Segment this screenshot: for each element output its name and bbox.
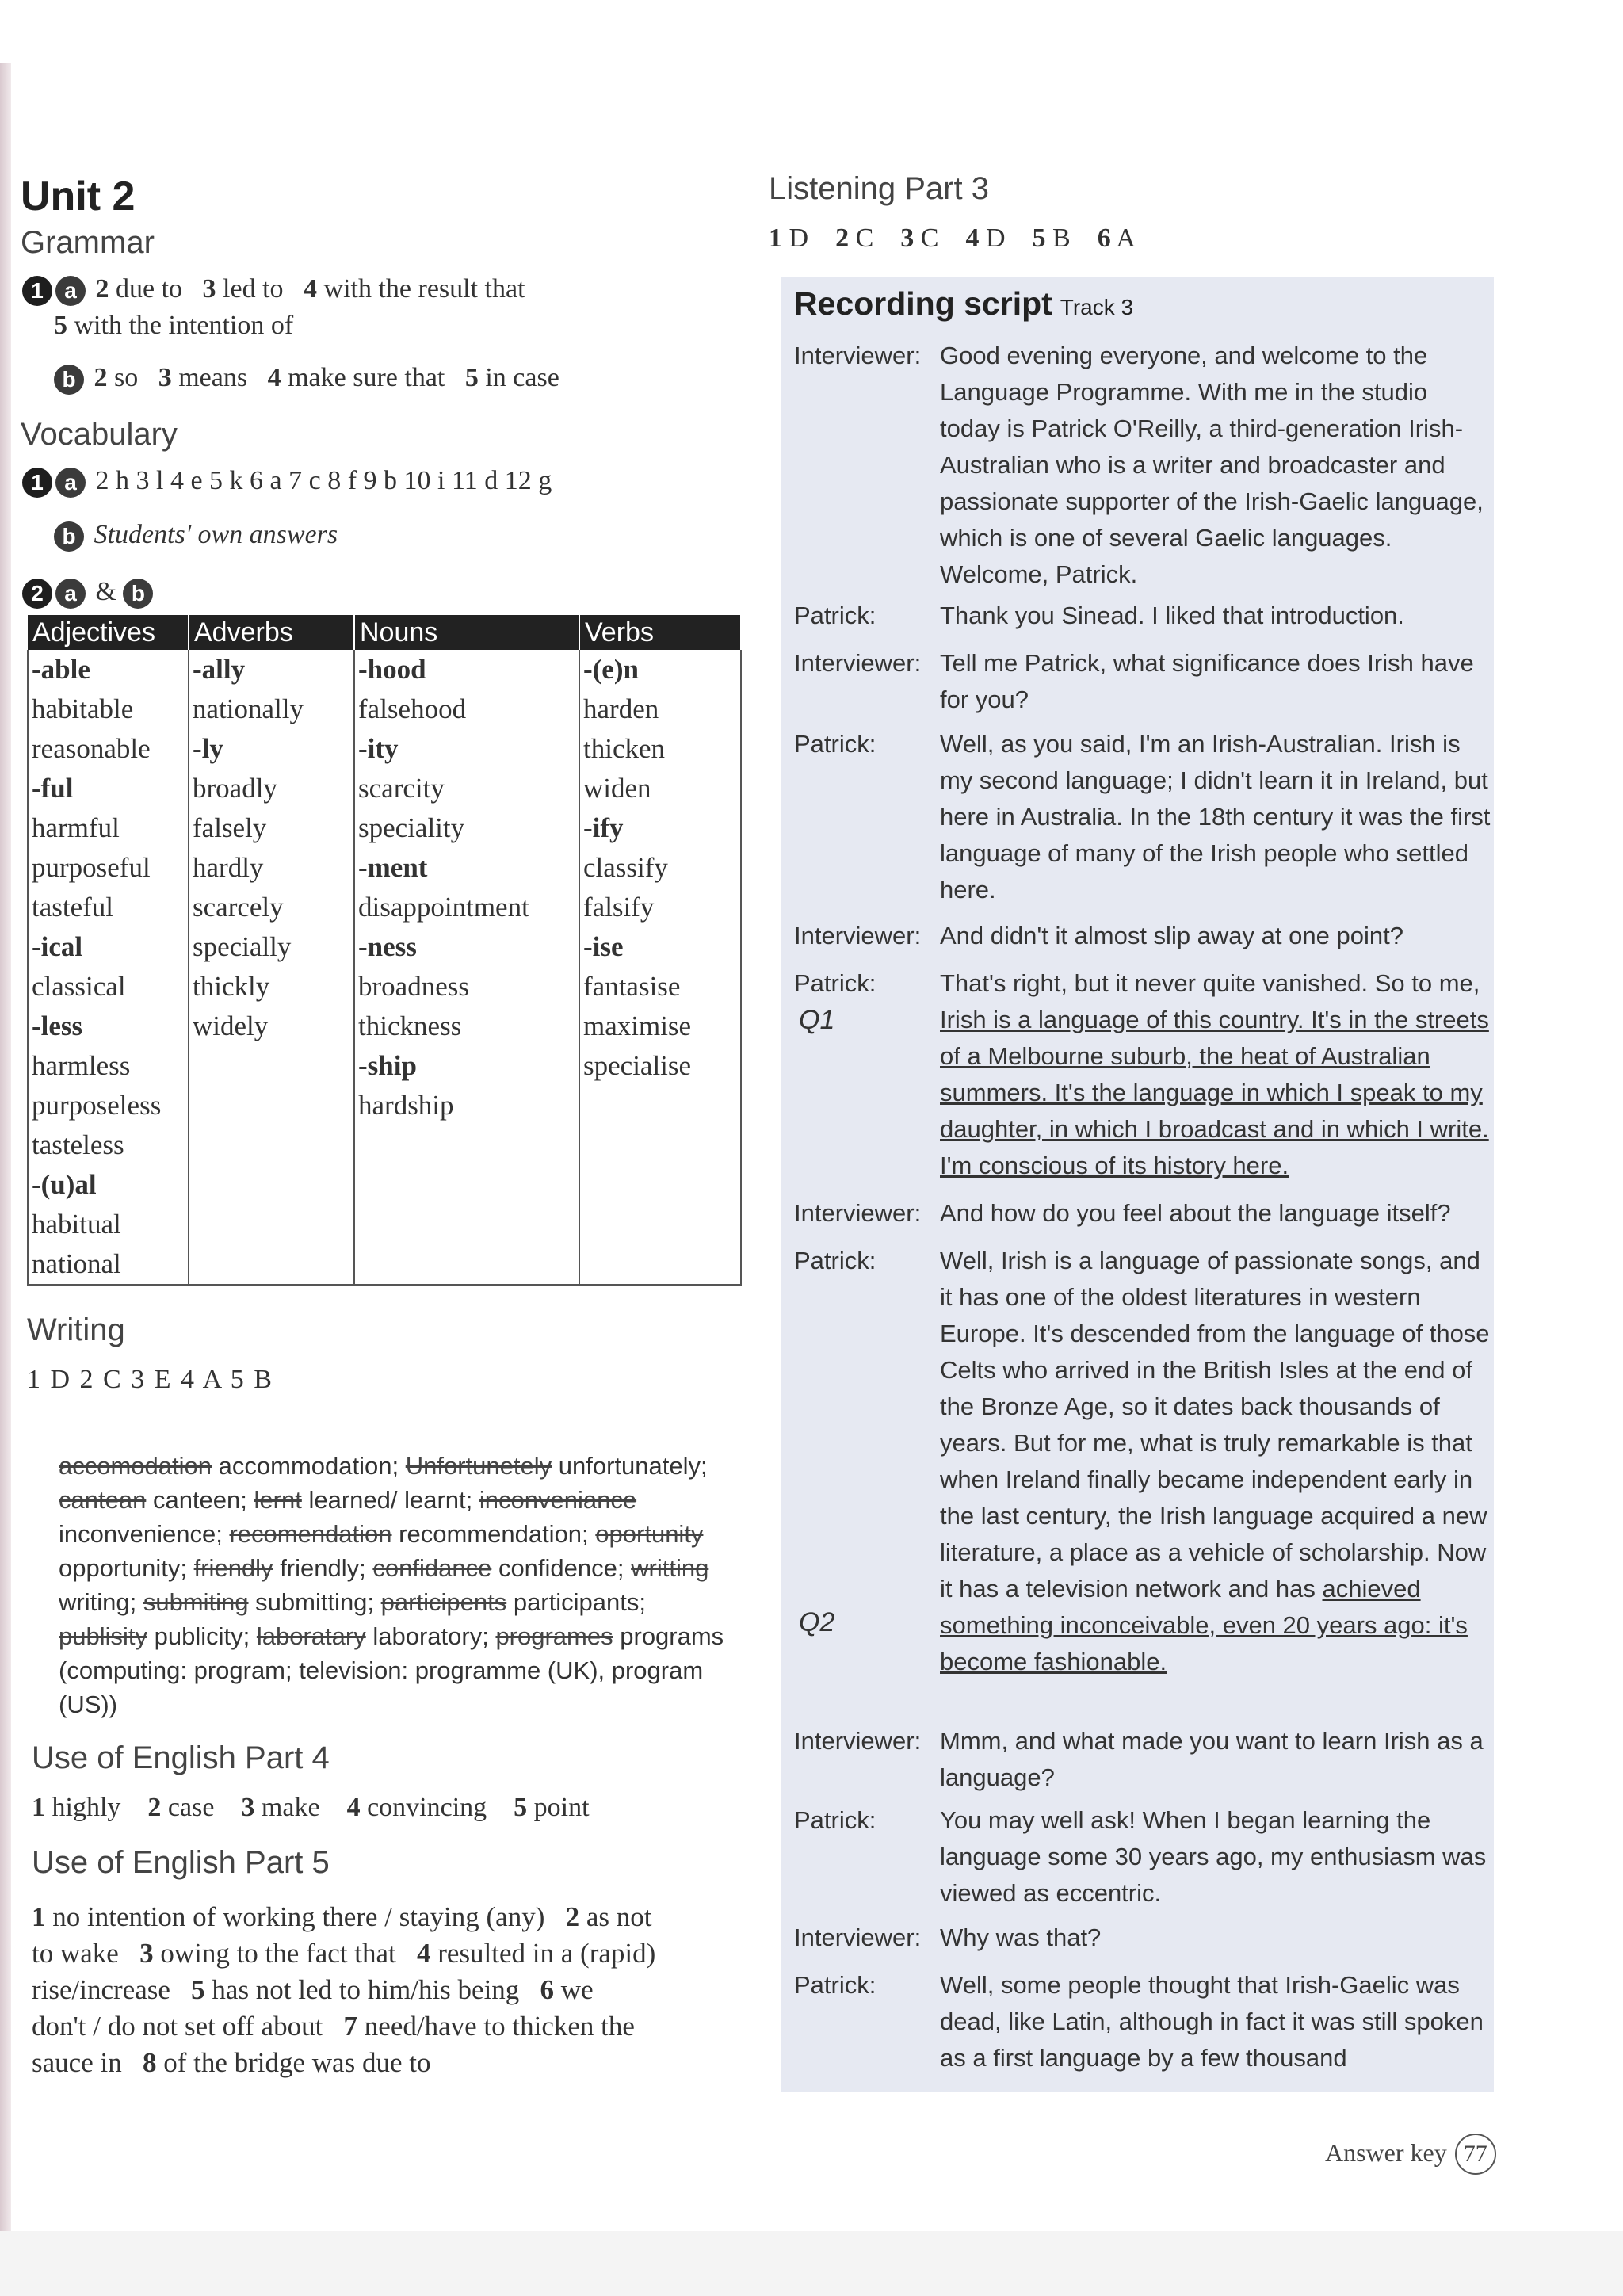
column-header: Adjectives [28,615,189,650]
exercise-number-badge: 2 [22,579,52,609]
table-cell: -ment [354,848,579,888]
script-turn [794,1723,1491,1796]
vocabulary-ex1b: b Students' own answers [54,520,338,552]
corrected-word: friendly; [280,1554,366,1582]
answer-line: don't / do not set off about 7 need/have to thicken the [32,2011,635,2042]
corrected-word: accommodation; [218,1452,399,1480]
corrected-word: participants; [513,1588,646,1616]
speaker-label: Interviewer: [794,1924,922,1951]
table-cell [189,1205,354,1244]
table-cell [579,1165,741,1205]
script-turn [794,338,1491,593]
speech-text: Well, as you said, I'm an Irish-Australian. Irish is my second language; I didn't learn it in Ireland, but here in Australia. In the 18th century it was the first language of many of the Irish people who settled here. [940,730,1491,904]
table-row [28,650,741,690]
table-row [28,1007,741,1046]
exercise-letter-badge: a [55,579,86,609]
speech-text: Why was that? [940,1924,1102,1951]
misspelled-word: Unfortunetely [405,1452,552,1480]
table-row [28,1125,741,1165]
table-cell: purposeless [28,1086,189,1125]
table-cell: -ship [354,1046,579,1086]
table-cell: widely [189,1007,354,1046]
table-cell: habitual [28,1205,189,1244]
vocabulary-heading: Vocabulary [21,417,178,452]
table-cell [579,1086,741,1125]
answer-line: sauce in 8 of the bridge was due to [32,2047,431,2078]
table-row [28,1046,741,1086]
corrected-word: opportunity; [59,1554,187,1582]
script-turn [794,1243,1491,1680]
table-row [28,769,741,808]
recording-script-heading: Recording script [794,285,1052,322]
table-row [28,927,741,967]
misspelled-word: friendly [193,1554,273,1582]
speech-text: Tell me Patrick, what significance does Irish have for you? [940,649,1474,713]
grammar-ex1b: b 2 so 3 means 4 make sure that 5 in case [54,363,559,395]
corrected-word: publicity; [154,1622,250,1650]
grammar-heading: Grammar [21,225,155,260]
script-turn [794,1967,1491,2076]
exercise-letter-badge: a [55,276,86,306]
vocabulary-ex1a: 1 a 2 h 3 l 4 e 5 k 6 a 7 c 8 f 9 b 10 i 11 d 12 g [22,466,552,498]
table-cell: hardly [189,848,354,888]
table-row [28,1205,741,1244]
answer-line: to wake 3 owing to the fact that 4 resulted in a (rapid) [32,1938,656,1969]
unit-title: Unit 2 [21,174,136,220]
writing-heading: Writing [27,1312,125,1347]
table-cell: thicken [579,729,741,769]
page-footer [1325,2134,1496,2175]
table-cell: -ise [579,927,741,967]
corrected-word: unfortunately; [558,1452,708,1480]
table-cell: -ical [28,927,189,967]
table-cell: -ally [189,650,354,690]
corrected-word: laboratory; [372,1622,489,1650]
speech-text: Mmm, and what made you want to learn Irish as a language? [940,1727,1484,1791]
exercise-number-badge: 1 [22,276,52,306]
table-cell: fantasise [579,967,741,1007]
table-row [28,1165,741,1205]
question-marker: Q1 [799,1005,835,1035]
speaker-label: Patrick: [794,1806,876,1834]
spelling-corrections [59,1449,740,1721]
table-cell: falsehood [354,690,579,729]
table-cell [354,1244,579,1285]
table-cell [354,1125,579,1165]
table-cell: falsify [579,888,741,927]
speaker-label: Interviewer: [794,1199,922,1227]
speaker-label: Patrick: [794,1971,876,1999]
recording-script-title [794,285,1133,323]
table-row [28,1086,741,1125]
table-cell: national [28,1244,189,1285]
table-cell: -(e)n [579,650,741,690]
column-header: Verbs [579,615,741,650]
table-row [28,888,741,927]
column-header: Adverbs [189,615,354,650]
speech-text: Thank you Sinead. I liked that introduction. [940,602,1404,629]
table-cell: thickly [189,967,354,1007]
corrected-word: confidence; [498,1554,624,1582]
word-formation-table [27,615,742,1286]
table-cell [354,1205,579,1244]
speech-text: Good evening everyone, and welcome to the Language Programme. With me in the studio today is Patrick O'Reilly, a third-generation Irish-Australian who is a writer and broadcaster and passionate supporter of the Irish-Gaelic language, which is one of several Gaelic languages. Welcome, Patrick. [940,342,1484,588]
table-cell: widen [579,769,741,808]
grammar-ex1a: 1 a 2 due to 3 led to 4 with the result that [22,274,525,306]
speech-text: Well, Irish is a language of passionate songs, and it has one of the oldest literatures in western Europe. It's descended from the language of those Celts who arrived in the British Isles at the end of the Bronze Age, so it dates back thousands of years. But for me, what is truly remarkable is that when Ireland finally became independent early in the last century, the Irish language acquired a new literature, a place as a vehicle of scholarship. Now it has a television network and has achieved something inconceivable, even 20 years ago: it's become fashionable. [940,1247,1490,1675]
table-cell [189,1165,354,1205]
speaker-label: Interviewer: [794,342,922,369]
column-header: Nouns [354,615,579,650]
answer-line: 1 no intention of working there / staying (any) 2 as not [32,1901,652,1932]
speaker-label: Patrick: [794,1247,876,1274]
script-turn [794,1920,1491,1956]
speaker-label: Interviewer: [794,922,922,949]
table-cell: tasteful [28,888,189,927]
table-cell: falsely [189,808,354,848]
footer-label: Answer key [1325,2138,1447,2167]
table-cell: reasonable [28,729,189,769]
underlined-answer-evidence: achieved something inconceivable, even 20 years ago: it's become fashionable. [940,1575,1468,1675]
script-turn [794,918,1491,954]
table-cell [189,1125,354,1165]
table-cell: -ify [579,808,741,848]
script-turn [794,1195,1491,1232]
table-cell: -ity [354,729,579,769]
misspelled-word: inconveniance [479,1486,637,1514]
corrected-word: canteen; [152,1486,247,1514]
page-edge [0,63,11,2235]
table-row [28,729,741,769]
table-cell: scarcely [189,888,354,927]
misspelled-word: cantean [59,1486,147,1514]
speech-text: And didn't it almost slip away at one point? [940,922,1403,949]
use-of-english-5-heading: Use of English Part 5 [32,1845,330,1880]
misspelled-word: lernt [254,1486,302,1514]
vocabulary-ex2: 2 a & b [22,577,156,609]
misspelled-word: writting [631,1554,709,1582]
table-cell: -able [28,650,189,690]
table-row [28,848,741,888]
speaker-label: Interviewer: [794,1727,922,1755]
table-header-row [28,615,741,650]
table-cell [354,1165,579,1205]
table-cell: -ly [189,729,354,769]
misspelled-word: participents [380,1588,507,1616]
script-turn [794,965,1491,1184]
table-cell: broadness [354,967,579,1007]
table-cell: harmful [28,808,189,848]
script-turn [794,1802,1491,1912]
bottom-margin [0,2231,1623,2296]
use-of-english-5-answers [32,1899,745,2081]
script-turn [794,726,1491,908]
speaker-label: Patrick: [794,969,876,997]
table-row [28,808,741,848]
table-cell [579,1125,741,1165]
misspelled-word: laboratary [256,1622,366,1650]
table-cell: classical [28,967,189,1007]
table-cell: classify [579,848,741,888]
table-cell: harden [579,690,741,729]
script-turn [794,645,1491,718]
table-cell: -less [28,1007,189,1046]
table-cell: nationally [189,690,354,729]
table-cell [189,1244,354,1285]
speaker-label: Patrick: [794,602,876,629]
misspelled-word: confidance [372,1554,492,1582]
speaker-label: Patrick: [794,730,876,758]
table-cell: habitable [28,690,189,729]
table-cell: harmless [28,1046,189,1086]
track-label: Track 3 [1060,295,1134,319]
table-row [28,967,741,1007]
table-row [28,690,741,729]
speech-text: That's right, but it never quite vanished. So to me, Irish is a language of this country. It's in the streets of a Melbourne suburb, the heat of Australian summers. It's the language in which I speak to my daughter, in which I broadcast and in which I write. I'm conscious of its history here. [940,969,1489,1179]
script-turn [794,598,1491,634]
table-cell: hardship [354,1086,579,1125]
table-cell: maximise [579,1007,741,1046]
misspelled-word: recomendation [229,1520,392,1548]
table-cell: speciality [354,808,579,848]
misspelled-word: accomodation [59,1452,212,1480]
misspelled-word: publisity [59,1622,147,1650]
table-cell: scarcity [354,769,579,808]
exercise-letter-badge: b [123,579,153,609]
table-cell: -ful [28,769,189,808]
table-cell [189,1086,354,1125]
speech-text: You may well ask! When I began learning the language some 30 years ago, my enthusiasm was viewed as eccentric. [940,1806,1487,1907]
speech-text: Well, some people thought that Irish-Gaelic was dead, like Latin, although in fact it was still spoken as a first language by a few thousand [940,1971,1484,2072]
question-marker: Q2 [799,1607,835,1637]
table-cell [189,1046,354,1086]
speaker-label: Interviewer: [794,649,922,677]
exercise-letter-badge: b [54,521,84,552]
exercise-letter-badge: b [54,365,84,395]
corrected-word: learned/ learnt; [308,1486,473,1514]
misspelled-word: programes [495,1622,613,1650]
grammar-ex1a-cont: 5 with the intention of [54,311,294,340]
table-cell: broadly [189,769,354,808]
table-cell: disappointment [354,888,579,927]
table-cell: specially [189,927,354,967]
exercise-letter-badge: a [55,468,86,498]
corrected-word: submitting; [255,1588,375,1616]
listening-heading: Listening Part 3 [769,171,989,206]
exercise-number-badge: 1 [22,468,52,498]
use-of-english-4-heading: Use of English Part 4 [32,1740,330,1775]
speech-text: And how do you feel about the language itself? [940,1199,1451,1227]
corrected-word: inconvenience; [59,1520,223,1548]
table-cell [579,1205,741,1244]
misspelled-word: submiting [143,1588,249,1616]
writing-answers: 1 D 2 C 3 E 4 A 5 B [27,1365,273,1394]
table-row [28,1244,741,1285]
answer-line: rise/increase 5 has not led to him/his being 6 we [32,1974,594,2005]
table-cell: tasteless [28,1125,189,1165]
page-number: 77 [1455,2134,1496,2175]
table-cell [579,1244,741,1285]
table-cell: purposeful [28,848,189,888]
listening-answers: 1 D 2 C 3 C 4 D 5 B 6 A [769,223,1136,253]
table-cell: -hood [354,650,579,690]
table-cell: specialise [579,1046,741,1086]
table-cell: thickness [354,1007,579,1046]
corrected-word: writing; [59,1588,137,1616]
use-of-english-4-answers: 1 highly 2 case 3 make 4 convincing 5 point [32,1793,590,1822]
table-cell: -ness [354,927,579,967]
corrected-word: recommendation; [399,1520,589,1548]
misspelled-word: oportunity [595,1520,704,1548]
underlined-answer-evidence: Irish is a language of this country. It's in the streets of a Melbourne suburb, the heat of Australian summers. It's the language in which I speak to my daughter, in which I broadcast and in which I write. I'm conscious of its history here. [940,1006,1489,1179]
corrected-word: programs (computing: program; television: programme (UK), program (US)) [59,1622,724,1718]
table-cell: -(u)al [28,1165,189,1205]
